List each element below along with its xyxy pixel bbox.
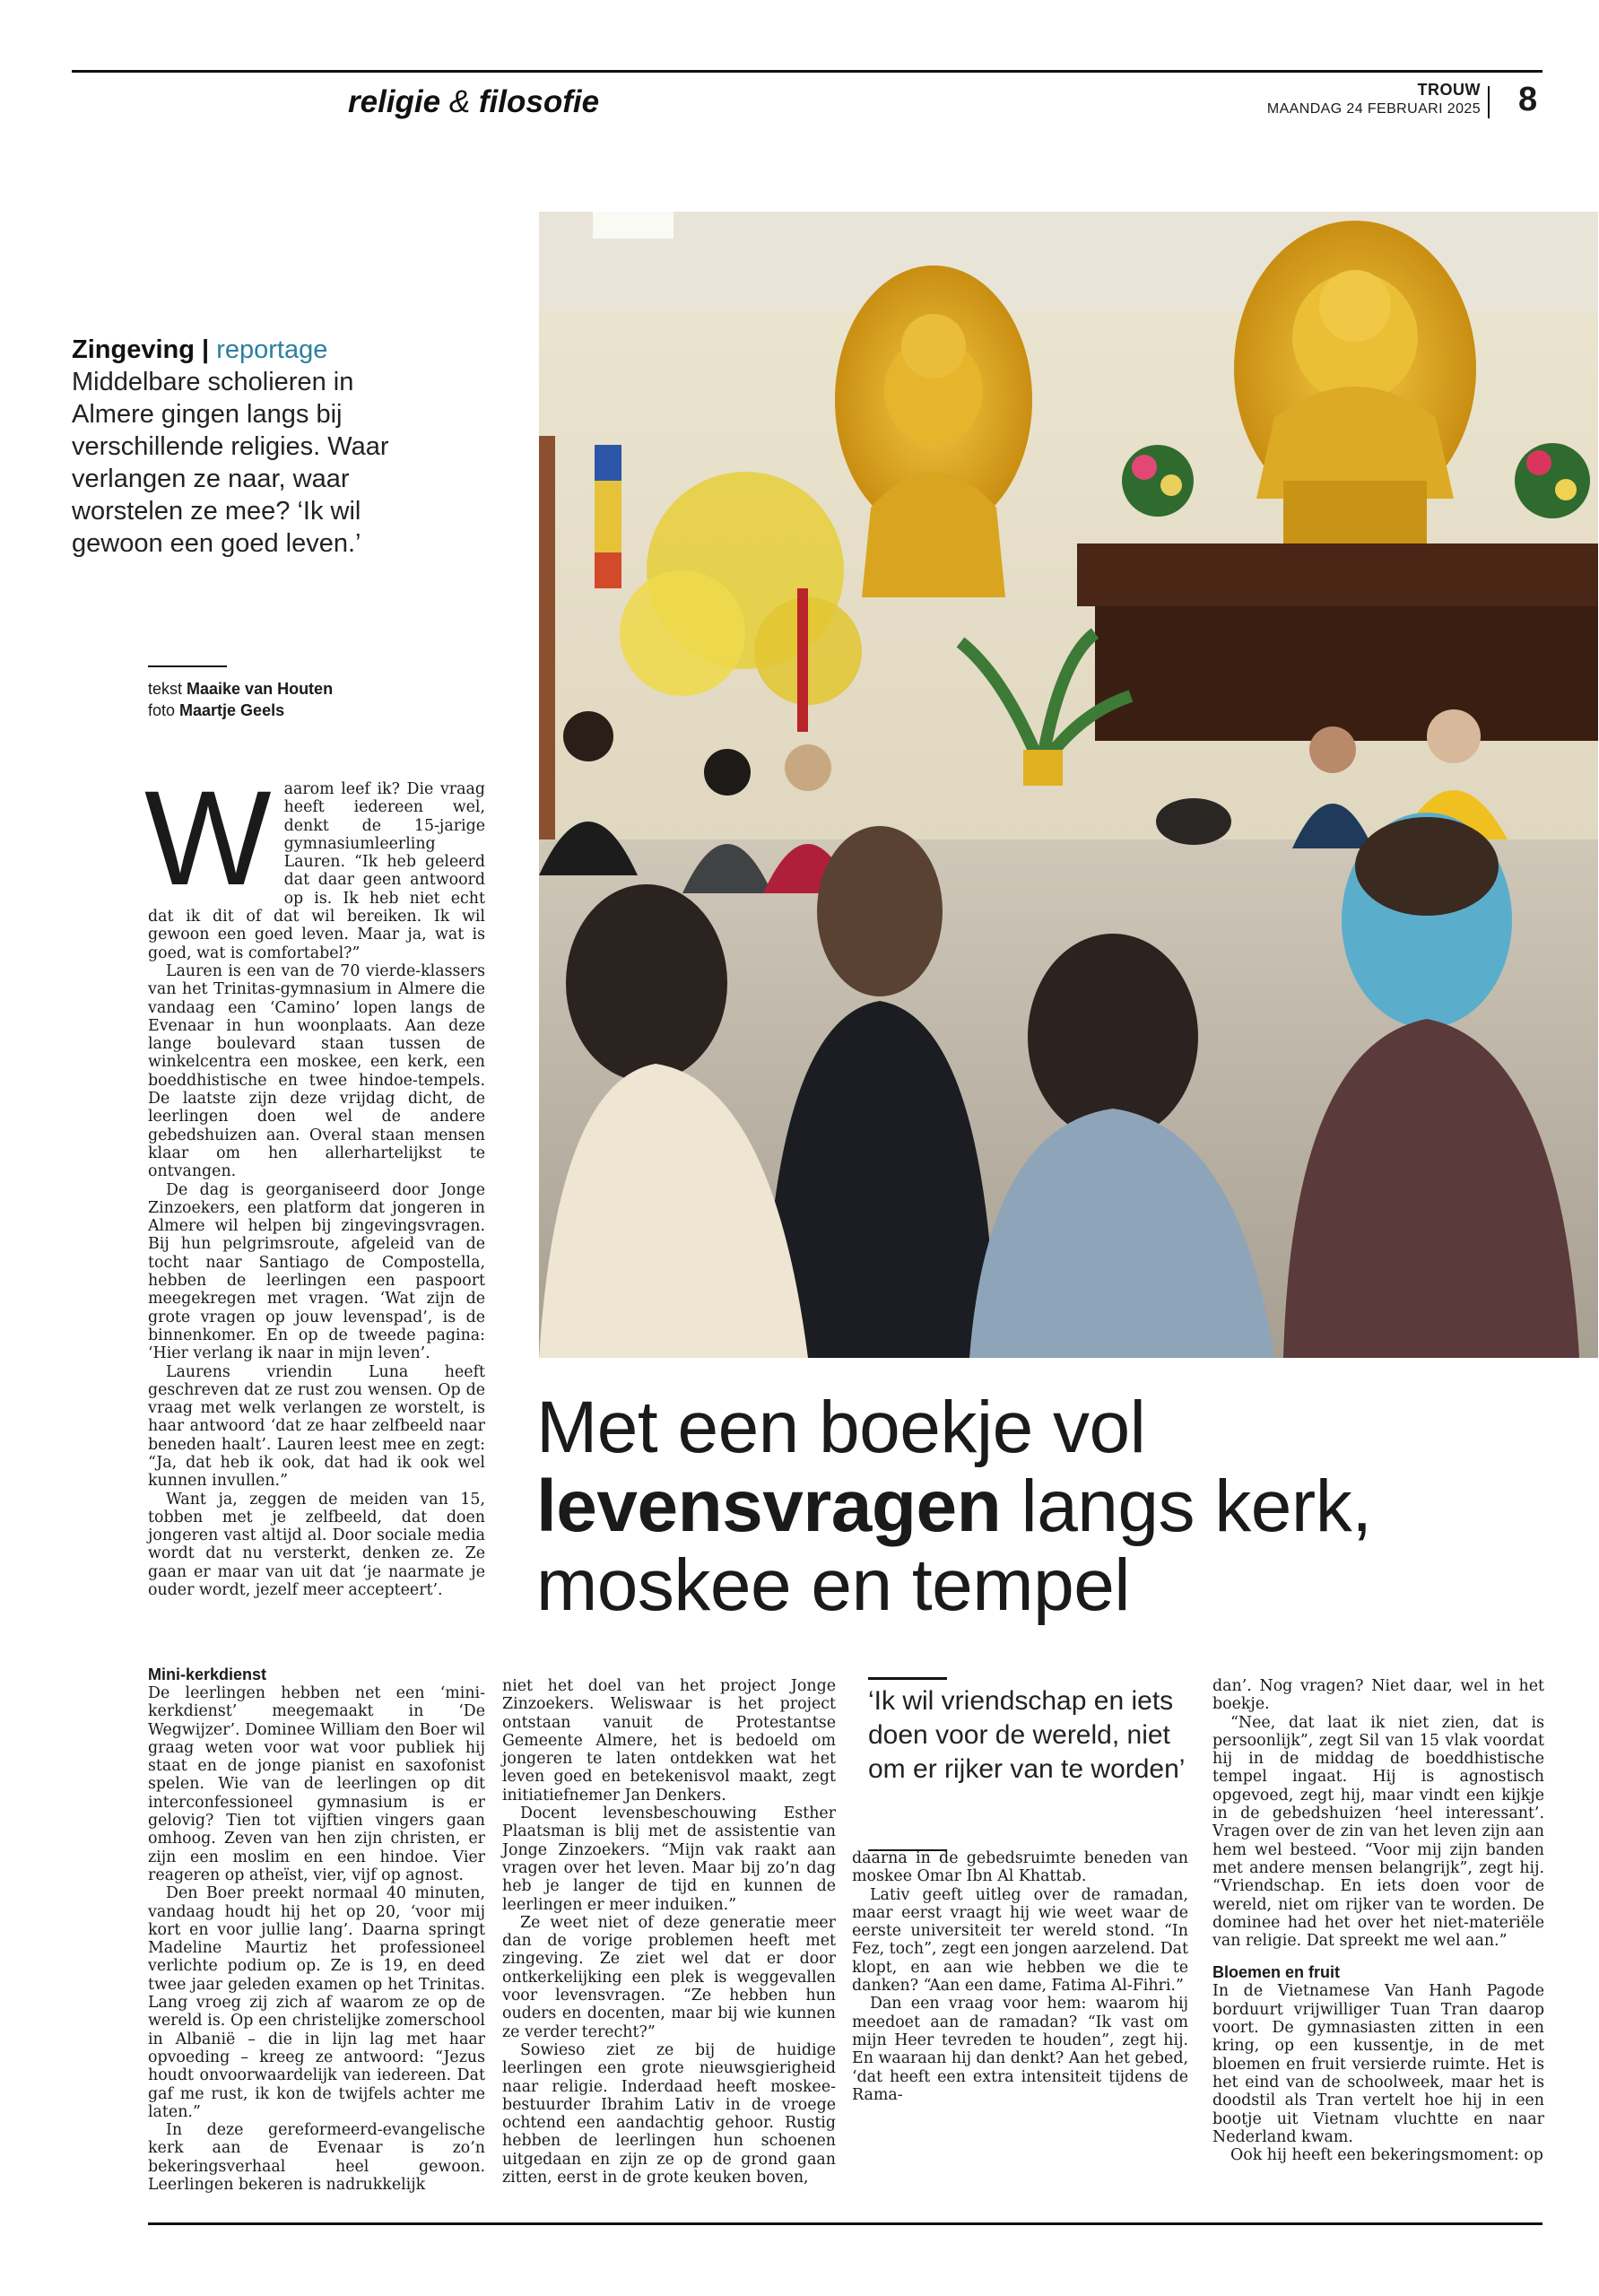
top-rule — [72, 70, 1543, 73]
kicker: Zingeving — [72, 335, 195, 364]
section-label — [348, 84, 599, 120]
byline-photo-label: foto — [148, 701, 180, 719]
article-column-2 — [148, 1663, 485, 2194]
kicker-separator: | — [194, 335, 217, 364]
paragraph: aarom leef ik? Die vraag heeft iedereen wel, denkt de 15-jarige gymnasiumleerling Lauren. “Ik heb geleerd dat daar geen antwoord op is. Ik heb niet echt dat ik dit of dat wil bereiken. Ik wil gewoon een goed leven. Maar ja, wat is goed, wat is comfortabel?” — [148, 780, 485, 962]
section-label-filosofie: filosofie — [478, 84, 600, 119]
subheading-mini-kerkdienst: Mini-kerkdienst — [148, 1665, 267, 1683]
paragraph: In de Vietnamese Van Hanh Pagode borduurt vrijwilliger Tuan Tran daarop voort. De gymnasiasten zitten in een kring, op een kussentje, in de met bloemen en fruit versierde ruimte. Het is het eind van de schoolweek, maar het is doodstil als Tran vertelt hoe hij in een bootje uit Vietnam vluchtte en naar Nederland kwam. — [1212, 1982, 1544, 2146]
paragraph: De leerlingen hebben net een ‘mini-kerkdienst’ meegemaakt in ‘De Wegwijzer’. Dominee William den Boer wil graag weten voor wat voor publiek hij staat en de jonge pianist en saxofonist spelen. Wie van de leerlingen op dit interconfessioneel gymnasium is er gelovig? Tien tot vijftien vingers gaan omhoog. Zeven van hen zijn christen, er zijn een moslim en een hindoe. Vier reageren op atheïst, vier, vijf op agnost. — [148, 1684, 485, 1884]
paragraph: Dan een vraag voor hem: waarom hij meedoet aan de ramadan? “Ik vast om mijn Heer tevreden te houden”, zegt hij. En waaraan hij dan denkt? Aan het gebed, ‘dat heeft een extra intensiteit tijdens de Rama- — [852, 1995, 1188, 2104]
paragraph: Laurens vriendin Luna heeft geschreven dat ze rust zou wensen. Op de vraag met welk verlangen ze worstelt, is haar antwoord ‘dat ze haar zelfbeeld naar beneden haalt’. Lauren leest mee en zegt: “Ja, dat heb ik ook, dat had ik ook wel kunnen invullen.” — [148, 1362, 485, 1491]
issue-date: MAANDAG 24 FEBRUARI 2025 — [1266, 101, 1481, 117]
pull-quote: ‘Ik wil vriendschap en iets doen voor de wereld, niet om er rijker van te worden’ — [868, 1686, 1186, 1784]
paragraph: Want ja, zeggen de meiden van 15, tobben met je zelfbeeld, dat doen jongeren vast altijd al. Door sociale media wordt dat nu versterkt, denken ze. Ze gaan er maar van uit dat ‘je naarmate je ouder wordt, jezelf meer accepteert’. — [148, 1490, 485, 1600]
headline-bold: levensvragen — [536, 1465, 1002, 1547]
byline-photo-author: Maartje Geels — [179, 701, 285, 719]
byline — [148, 678, 333, 721]
paragraph: Lativ geeft uitleg over de ramadan, maar eerst vraagt hij wie weet waar de eerste universiteit ter wereld stond. “In Fez, toch”, zegt een jongen aarzelend. Dat klopt, en aan wie hebben we die te danken? “Aan een dame, Fatima Al-Fihri.” — [852, 1885, 1188, 1996]
section-label-religie: religie — [348, 84, 441, 119]
paper-name: TROUW — [1417, 81, 1481, 99]
byline-text-label: tekst — [148, 680, 187, 698]
paragraph: daarna in de gebedsruimte beneden van moskee Omar Ibn Al Khattab. — [852, 1849, 1188, 1886]
masthead — [1267, 81, 1481, 117]
headline — [536, 1388, 1550, 1625]
page-number: 8 — [1518, 81, 1538, 118]
paragraph: Sowieso ziet ze bij de huidige leerlingen een grote nieuwsgierigheid naar religie. Inderdaad heeft moskee-bestuurder Ibrahim Lativ in de vroege ochtend een aandachtig gehoor. Rustig hebben de leerlingen hun schoenen uitgedaan en zijn ze op de grond gaan zitten, eerst in de grote keuken boven, — [502, 2040, 836, 2187]
byline-text-author: Maaike van Houten — [187, 680, 334, 698]
dropcap: W — [144, 762, 272, 913]
paragraph: Den Boer preekt normaal 40 minuten, vandaag houdt hij het op 20, ‘voor mij kort en voor jullie lang’. Daarna springt Madeline Maurtiz het professioneel verlichte podium op. Ze is 19, en deed twee jaar geleden examen op het Trinitas. Lang vroeg zij zich af waarom ze op de wereld is. Op een christelijke zomerschool in Albanië – die in lijn lag met haar opvoeding – kreeg ze antwoord: “Jezus houdt onvoorwaardelijk van iedereen. Dat gaf me rust, ik kon de twijfels achter me laten.” — [148, 1884, 485, 2121]
paragraph: De dag is georganiseerd door Jonge Zinzoekers, een platform dat jongeren in Almere wil helpen bij zingevingsvragen. Bij hun pelgrimsroute, afgeleid van de tocht naar Santiago de Compostella, hebben de leerlingen een paspoort meegekregen met vragen. ‘Wat zijn de grote vragen op jouw levenspad’, is de binnenkomer. En op de tweede pagina: ‘Hier verlang ik naar in mijn leven’. — [148, 1180, 485, 1363]
quote-rule-top — [868, 1677, 947, 1680]
headline-line1: Met een boekje vol — [536, 1387, 1146, 1468]
paragraph: dan’. Nog vragen? Niet daar, wel in het boekje. — [1212, 1677, 1544, 1714]
headline-rest: langs kerk, moskee en tempel — [536, 1465, 1372, 1626]
intro-block — [72, 334, 395, 560]
article-column-5 — [1212, 1677, 1544, 2164]
paragraph: Lauren is een van de 70 vierde-klassers van het Trinitas-gymnasium in Almere die vandaag een ‘Camino’ lopen langs de Evenaar in hun woonplaats. Aan deze lange boulevard staan tussen de winkelcentra een moskee, een kerk, een boeddhistische en twee hindoe-tempels. De laatste zijn deze vrijdag dicht, de leerlingen doen wel de andere gebedshuizen aan. Overal staan mensen klaar om hen allerhartelijkst te ontvangen. — [148, 961, 485, 1181]
article-photo — [539, 212, 1598, 1358]
paragraph: Docent levensbeschouwing Esther Plaatsman is blij met de assistentie van Jonge Zinzoekers. “Mijn vak raakt aan vragen over het leven. Maar bij zo’n dag heb je langer de tijd en kunnen de leerlingen er meer induiken.” — [502, 1805, 836, 1914]
subheading-bloemen-en-fruit: Bloemen en fruit — [1212, 1963, 1341, 1982]
byline-rule — [148, 665, 227, 667]
paragraph: niet het doel van het project Jonge Zinzoekers. Weliswaar is het project ontstaan vanuit de Protestantse Gemeente Almere, het is bedoeld om jongeren te laten ontdekken wat het leven goed en betekenisvol maakt, zegt initiatiefnemer Jan Denkers. — [502, 1677, 836, 1805]
section-label-amp: & — [440, 84, 479, 119]
article-column-1 — [144, 762, 485, 1600]
paragraph: Ze weet niet of deze generatie meer dan de vorige problemen heeft met zingeving. Ze ziet wel dat er door ontkerkelijking een plek is weggevallen voor levensvragen. “Ze hebben hun ouders en docenten, maar bij wie kunnen ze verder terecht?” — [502, 1913, 836, 2041]
paragraph: “Nee, dat laat ik niet zien, dat is persoonlijk”, zegt Sil van 15 vlak voordat hij in de middag de boeddhistische tempel ingaat. Hij is agnostisch opgevoed, zegt hij, maar vindt een kijkje in de gebedshuizen ‘heel interessant’. Vragen over de zin van het leven zijn aan hem wel besteed. “Voor mij zijn banden met andere mensen belangrijk”, zegt hij. “Vriendschap. En iets doen voor de wereld, niet om rijker van te worden. De dominee had het over het niet-materiële van religie. Dat spreekt me wel aan.” — [1212, 1713, 1544, 1951]
article-column-3 — [502, 1677, 836, 2187]
article-column-4 — [852, 1849, 1188, 2104]
page-number-divider — [1488, 86, 1490, 118]
paragraph: Ook hij heeft een bekeringsmoment: op — [1230, 2146, 1543, 2165]
bottom-rule — [148, 2222, 1543, 2225]
kicker-sub: reportage — [216, 335, 328, 364]
paragraph: In deze gereformeerd-evangelische kerk aan de Evenaar is zo’n bekeringsverhaal heel gewoon. Leerlingen bekeren is nadrukkelijk — [148, 2121, 485, 2195]
temple-scene-illustration — [539, 212, 1598, 1358]
intro-text: Middelbare scholieren in Almere gingen langs bij verschillende religies. Waar verlangen ze naar, waar worstelen ze mee? ‘Ik wil gewoon een goed leven.’ — [72, 368, 389, 558]
